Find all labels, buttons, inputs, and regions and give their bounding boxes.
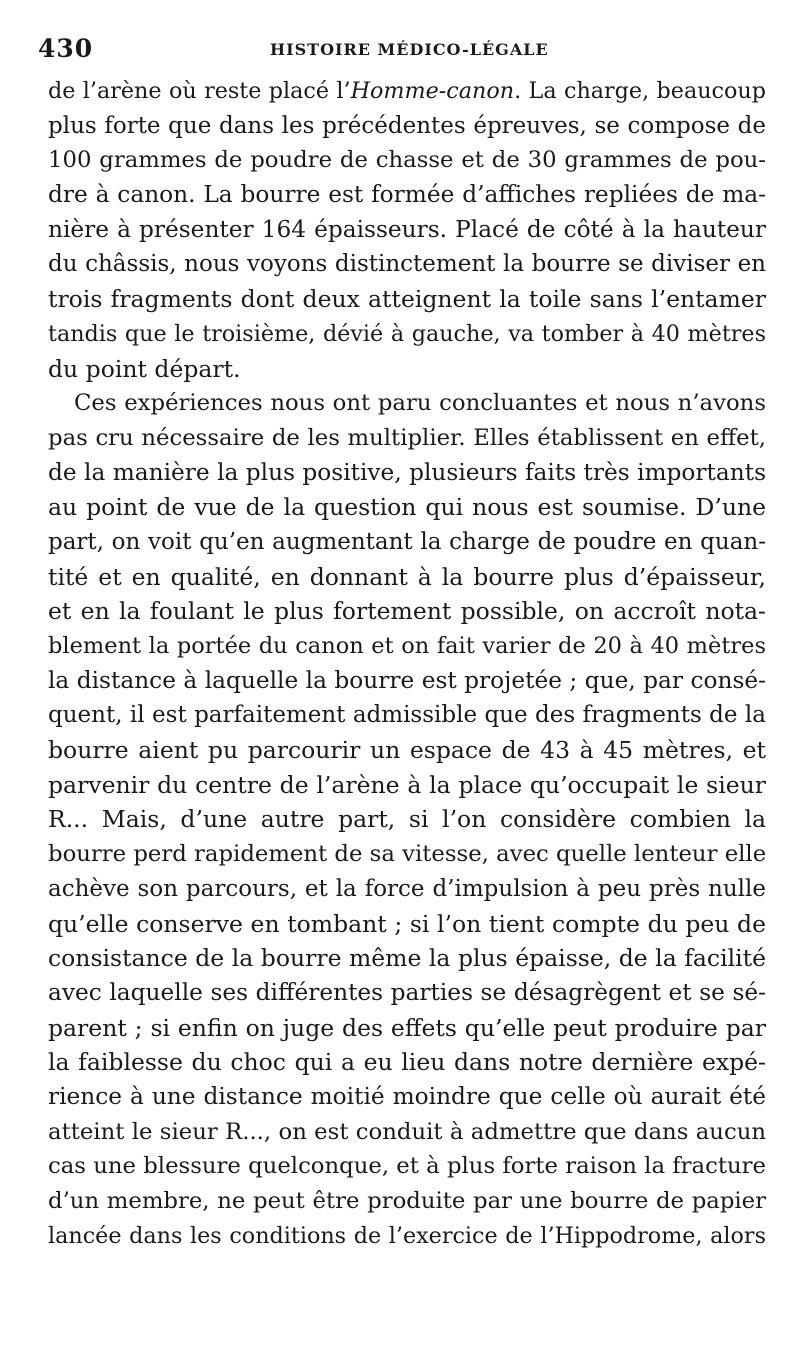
text-line: de l’arène où reste placé l’Homme-canon. La charge, beaucoup — [48, 78, 766, 104]
text-line: bourre aient pu parcourir un espace de 43 à 45 mètres, et — [48, 736, 766, 765]
page-header — [38, 34, 764, 68]
text-line: nière à présenter 164 épaisseurs. Placé de côté à la hauteur — [48, 215, 766, 243]
text-line: trois fragments dont deux atteignent la toile sans l’entamer — [48, 285, 766, 314]
page-number: 430 — [38, 34, 94, 63]
text-line: plus forte que dans les précédentes épreuves, se compose de — [48, 112, 766, 139]
text-line: parvenir du centre de l’arène à la place qu’occupait le sieur — [48, 770, 766, 799]
text-line: R... Mais, d’une autre part, si l’on considère combien la — [48, 805, 766, 834]
text-line: qu’elle conserve en tombant ; si l’on tient compte du peu de — [48, 909, 766, 938]
text-line: 100 grammes de poudre de chasse et de 30 grammes de pou- — [48, 147, 766, 174]
text-line: bourre perd rapidement de sa vitesse, avec quelle lenteur elle — [48, 841, 767, 868]
body-text — [48, 74, 766, 1253]
text-line: cas une blessure quelconque, et à plus forte raison la fracture — [48, 1153, 766, 1180]
running-title: HISTOIRE MÉDICO-LÉGALE — [270, 40, 549, 59]
text-line: de la manière la plus positive, plusieurs faits très importants — [48, 458, 766, 486]
text-line: consistance de la bourre même la plus épaisse, de la facilité — [48, 944, 766, 973]
text-line: la faiblesse du choc qui a eu lieu dans notre dernière expé- — [48, 1048, 766, 1077]
text-line: achève son parcours, et la force d’impulsion à peu près nulle — [48, 875, 766, 902]
text-line: blement la portée du canon et on fait varier de 20 à 40 mètres — [48, 633, 766, 659]
text-line: la distance à laquelle la bourre est projetée ; que, par consé- — [48, 666, 766, 694]
text-line: quent, il est parfaitement admissible que des fragments de la — [48, 702, 766, 729]
text-line: au point de vue de la question qui nous est soumise. D’une — [48, 493, 766, 522]
text-line: avec laquelle ses différentes parties se désagrègent et se sé- — [48, 978, 766, 1006]
text-line: pas cru nécessaire de les multiplier. Elles établissent en effet, — [48, 424, 766, 451]
text-line: part, on voit qu’en augmentant la charge de poudre en quan- — [48, 528, 766, 555]
text-line: parent ; si enfin on juge des effets qu’elle peut produire par — [48, 1013, 766, 1042]
italic-term: Homme-canon — [350, 78, 515, 104]
text-line: tandis que le troisième, dévié à gauche, va tomber à 40 mètres — [48, 320, 766, 347]
text-line: dre à canon. La bourre est formée d’affiches repliées de ma- — [48, 181, 766, 209]
text-line: du châssis, nous voyons distinctement la bourre se diviser en — [48, 251, 766, 278]
text-line: lancée dans les conditions de l’exercice de l’Hippodrome, alors — [48, 1222, 766, 1249]
text-line: du point départ. — [48, 354, 241, 383]
text-line: rience à une distance moitié moindre que celle où aurait été — [48, 1082, 766, 1110]
text-line: d’un membre, ne peut être produite par une bourre de papier — [48, 1188, 766, 1214]
paragraph-start-line: Ces expériences nous ont paru concluantes et nous n’avons — [74, 390, 766, 417]
text-line: et en la foulant le plus fortement possible, on accroît nota- — [48, 597, 766, 626]
text-line: atteint le sieur R..., on est conduit à admettre que dans aucun — [48, 1118, 766, 1145]
text-line: tité et en qualité, en donnant à la bourre plus d’épaisseur, — [48, 562, 766, 591]
